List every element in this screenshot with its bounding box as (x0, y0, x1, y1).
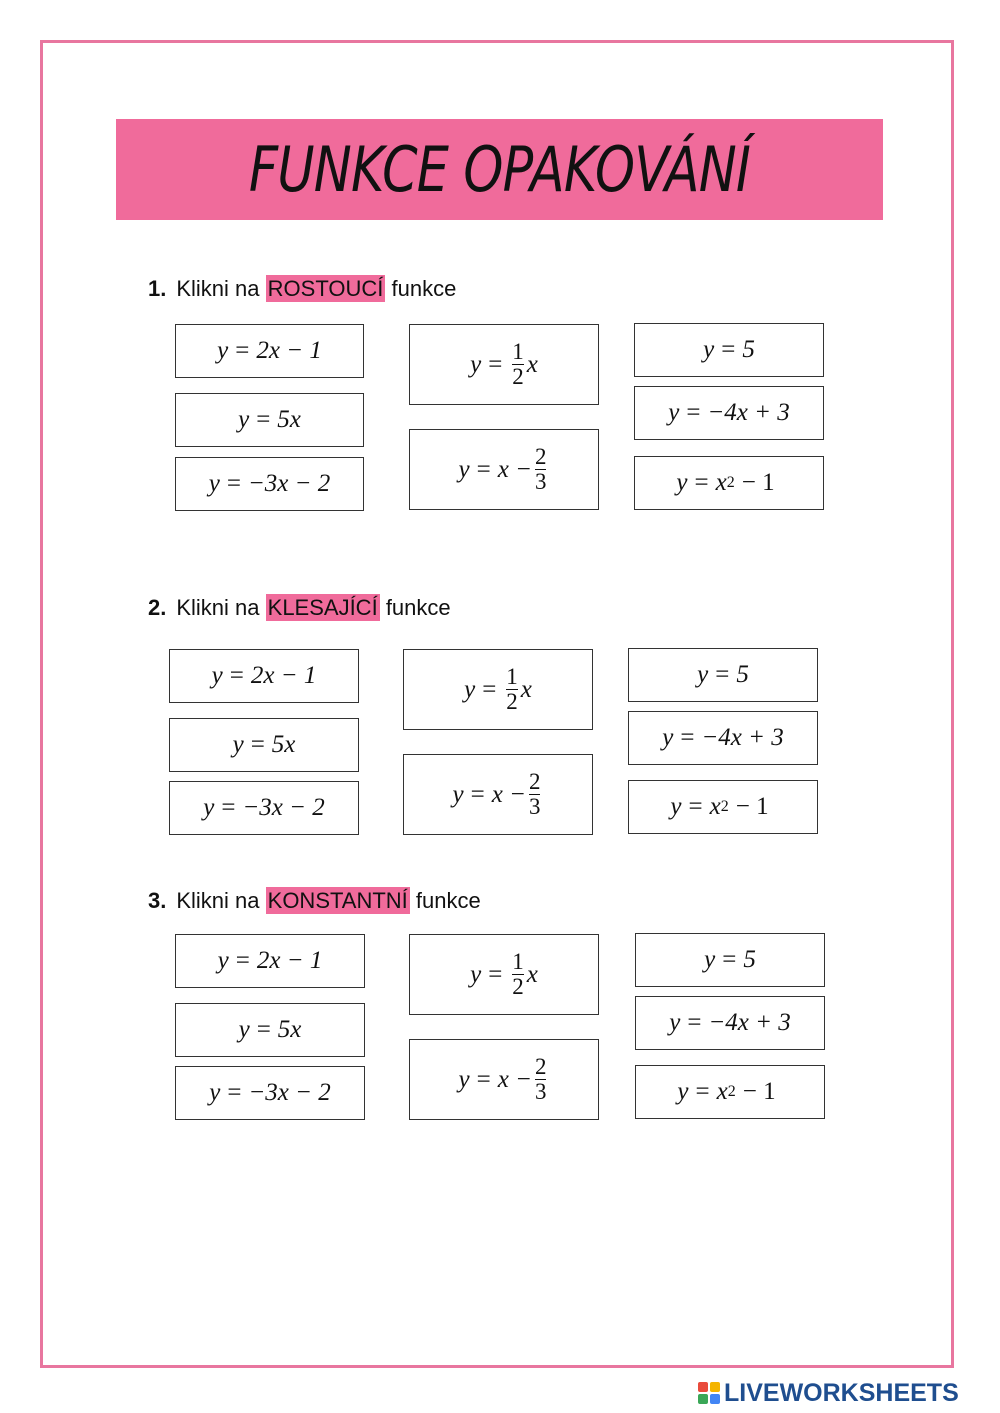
option-q2-f3[interactable]: y = −3x − 2 (169, 781, 359, 835)
option-q1-f7[interactable]: y = −4x + 3 (634, 386, 824, 440)
question-suffix: funkce (415, 888, 481, 913)
question-highlight: KONSTANTNÍ (267, 888, 408, 913)
option-q2-f2[interactable]: y = 5x (169, 718, 359, 772)
logo-square (710, 1394, 720, 1404)
option-q1-f3[interactable]: y = −3x − 2 (175, 457, 364, 511)
page-title: FUNKCE OPAKOVÁNÍ (248, 133, 751, 206)
question-2 (148, 595, 451, 621)
option-q3-f4[interactable]: y = $\frac{1}{2}$ x (409, 934, 599, 1015)
question-prefix: Klikni na (176, 595, 260, 620)
liveworksheets-logo[interactable] (698, 1376, 959, 1410)
question-prefix: Klikni na (176, 888, 260, 913)
question-suffix: funkce (385, 595, 451, 620)
option-q2-f4[interactable]: y = $\frac{1}{2}$ x (403, 649, 593, 730)
question-1 (148, 276, 456, 302)
option-q1-f1[interactable]: y = 2x − 1 (175, 324, 364, 378)
option-q1-f5[interactable]: y = x − $\frac{2}{3}$ (409, 429, 599, 510)
option-q3-f7[interactable]: y = −4x + 3 (635, 996, 825, 1050)
question-highlight: ROSTOUCÍ (267, 276, 384, 301)
question-number: 3. (148, 888, 167, 913)
logo-square (698, 1394, 708, 1404)
question-suffix: funkce (391, 276, 457, 301)
logo-square (710, 1382, 720, 1392)
brand-name: LIVEWORKSHEETS (724, 1378, 959, 1407)
question-highlight: KLESAJÍCÍ (267, 595, 378, 620)
option-q1-f8[interactable]: y = x 2 − 1 (634, 456, 824, 510)
option-q3-f6[interactable]: y = 5 (635, 933, 825, 987)
option-q1-f2[interactable]: y = 5x (175, 393, 364, 447)
option-q1-f4[interactable]: y = $\frac{1}{2}$ x (409, 324, 599, 405)
logo-square (698, 1382, 708, 1392)
question-number: 2. (148, 595, 167, 620)
option-q2-f8[interactable]: y = x 2 − 1 (628, 780, 818, 834)
question-prefix: Klikni na (176, 276, 260, 301)
option-q1-f6[interactable]: y = 5 (634, 323, 824, 377)
option-q2-f6[interactable]: y = 5 (628, 648, 818, 702)
option-q2-f7[interactable]: y = −4x + 3 (628, 711, 818, 765)
option-q3-f5[interactable]: y = x − $\frac{2}{3}$ (409, 1039, 599, 1120)
question-number: 1. (148, 276, 167, 301)
option-q2-f5[interactable]: y = x − $\frac{2}{3}$ (403, 754, 593, 835)
option-q3-f2[interactable]: y = 5x (175, 1003, 365, 1057)
question-3 (148, 888, 481, 914)
option-q3-f1[interactable]: y = 2x − 1 (175, 934, 365, 988)
option-q2-f1[interactable]: y = 2x − 1 (169, 649, 359, 703)
option-q3-f8[interactable]: y = x 2 − 1 (635, 1065, 825, 1119)
logo-grid-icon (698, 1382, 720, 1404)
option-q3-f3[interactable]: y = −3x − 2 (175, 1066, 365, 1120)
